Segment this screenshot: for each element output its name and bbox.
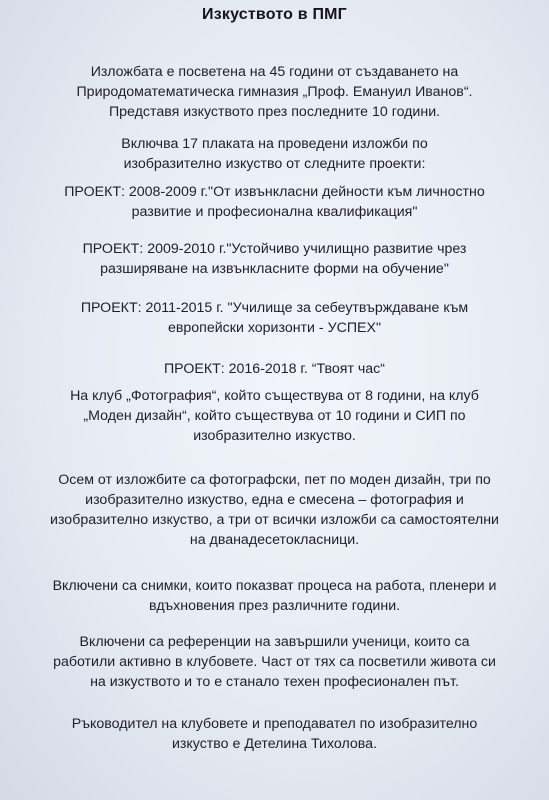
text-line: европейски хоризонти - УСПЕХ" [167, 320, 382, 336]
text-line: изобразително изкуство, а три от всички изложби са самостоятелни [50, 512, 499, 528]
text-line: ПРОЕКТ: 2016-2018 г. “Твоят час“ [163, 361, 386, 377]
paragraph-exhibition-intro [10, 62, 539, 122]
paragraph-photos [10, 576, 539, 616]
paragraph-project-2011 [10, 298, 539, 338]
text-line: ПРОЕКТ: 2008-2009 г."От извънкласни дейности към личностно [64, 184, 485, 200]
text-line: На клуб „Фотография“, който съществува от 8 години, на клуб [70, 388, 479, 404]
text-line: Включени са референции на завършили ученици, които са [79, 634, 470, 650]
text-line: на изкуството и то е станало техен професионален път. [90, 674, 459, 690]
text-line: изобразително изкуство. [193, 428, 356, 444]
text-line: на дванадесетокласници. [189, 532, 360, 548]
paragraph-project-2016 [10, 359, 539, 379]
paragraph-project-2008 [10, 182, 539, 222]
text-line: изкуство е Детелина Тихолова. [171, 736, 378, 752]
text-line: Включва 17 плаката на проведени изложби по [121, 136, 428, 152]
document-title: Изкуството в ПМГ [202, 6, 347, 23]
text-line: развитие и професионална квалификация" [131, 204, 418, 220]
text-line: ПРОЕКТ: 2011-2015 г. "Училище за себеутвърждаване към [80, 300, 469, 316]
text-line: разширяване на извънкласните форми на обучение" [100, 261, 449, 277]
text-line: вдъхновения през различните години. [148, 598, 401, 614]
text-line: Изложбата е посветена на 45 години от създаването на [90, 64, 459, 80]
text-line: „Моден дизайн“, който съществува от 10 години и СИП по [83, 408, 466, 424]
paragraph-posters-count [10, 134, 539, 174]
paragraph-project-2009 [10, 239, 539, 279]
text-line: работили активно в клубовете. Част от тях са посветили живота си [53, 654, 496, 670]
paragraph-clubs [10, 386, 539, 446]
text-line: ПРОЕКТ: 2009-2010 г."Устойчиво училищно развитие чрез [82, 241, 467, 257]
text-line: Представя изкуството през последните 10 години. [108, 104, 441, 120]
text-line: изобразително изкуство, една е смесена – фотография и [85, 492, 464, 508]
text-line: Осем от изложбите са фотографски, пет по моден дизайн, три по [58, 472, 491, 488]
text-line: изобразително изкуство от следните проекти: [123, 156, 426, 172]
paragraph-references [10, 632, 539, 692]
paragraph-club-leader [10, 714, 539, 754]
text-line: Ръководител на клубовете и преподавател по изобразително [71, 716, 478, 732]
paragraph-exhibition-types [10, 470, 539, 550]
text-line: Природоматематическа гимназия „Проф. Емануил Иванов“. [76, 84, 473, 100]
text-line: Включени са снимки, които показват процеса на работа, пленери и [52, 578, 497, 594]
